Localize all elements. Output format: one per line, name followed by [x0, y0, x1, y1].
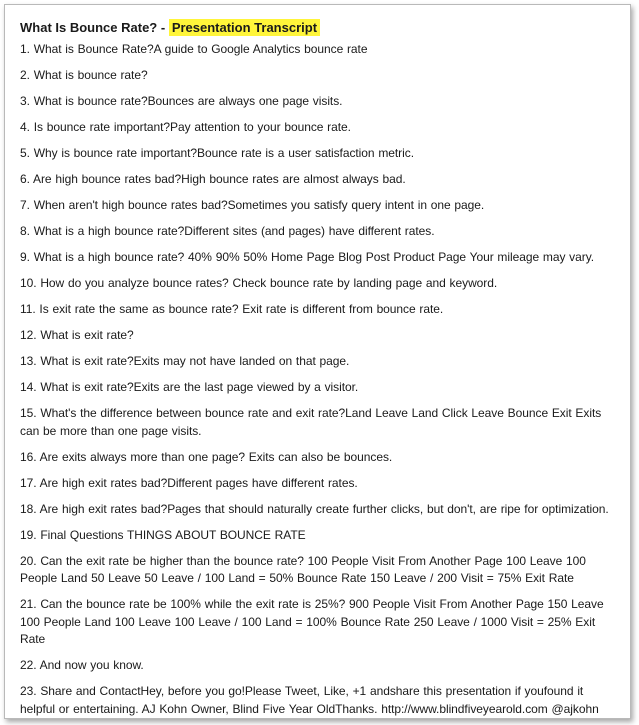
transcript-item: 2. What is bounce rate?	[20, 68, 148, 82]
transcript-item: 11. Is exit rate the same as bounce rate? Exit rate is different from bounce rate.	[20, 302, 444, 316]
transcript-item: 23. Share and ContactHey, before you go!Please Tweet, Like, +1 andshare this presentation if youfound it helpful or entertaining. AJ Kohn Owner, Blind Five Year OldThanks. http://www.blindfiveyearold.com @ajkohn	[20, 684, 599, 716]
transcript-item: 4. Is bounce rate important?Pay attention to your bounce rate.	[20, 120, 351, 134]
transcript-heading	[20, 19, 620, 36]
transcript-item: 7. When aren't high bounce rates bad?Sometimes you satisfy query intent in one page.	[20, 198, 485, 212]
transcript-list	[20, 41, 620, 718]
transcript-item: 12. What is exit rate?	[20, 328, 134, 342]
transcript-content	[5, 5, 630, 718]
transcript-item: 20. Can the exit rate be higher than the bounce rate? 100 People Visit From Another Page 100 Leave 100 People Land 50 Leave 50 Leave / 100 Land = 50% Bounce Rate 150 Leave / 200 Visit = 75% Exit Rate	[20, 553, 586, 585]
title-highlight: Presentation Transcript	[169, 19, 320, 36]
transcript-item: 16. Are exits always more than one page? Exits can also be bounces.	[20, 449, 393, 464]
transcript-item: 8. What is a high bounce rate?Different sites (and pages) have different rates.	[20, 224, 435, 238]
transcript-item: 3. What is bounce rate?Bounces are always one page visits.	[20, 94, 343, 108]
transcript-item: 14. What is exit rate?Exits are the last page viewed by a visitor.	[20, 380, 359, 394]
page-title: What Is Bounce Rate? -	[20, 20, 166, 35]
transcript-item: 1. What is Bounce Rate?A guide to Google Analytics bounce rate	[20, 42, 368, 56]
transcript-item: 22. And now you know.	[20, 658, 144, 672]
transcript-item: 6. Are high bounce rates bad?High bounce rates are almost always bad.	[20, 172, 406, 186]
transcript-item: 15. What's the difference between bounce rate and exit rate?Land Leave Land Click Leave Bounce Exit Exits can be more than one page visits.	[20, 406, 602, 438]
transcript-item: 5. Why is bounce rate important?Bounce rate is a user satisfaction metric.	[20, 146, 414, 160]
transcript-item: 21. Can the bounce rate be 100% while the exit rate is 25%? 900 People Visit From Another Page 150 Leave 100 People Land 100 Leave 100 Leave / 100 Land = 100% Bounce Rate 250 Leave / 1000 Visit = 25% Exit Rate	[20, 597, 604, 646]
transcript-item: 18. Are high exit rates bad?Pages that should naturally create further clicks, but don't, are ripe for optimization.	[20, 501, 609, 516]
transcript-item: 10. How do you analyze bounce rates? Check bounce rate by landing page and keyword.	[20, 276, 498, 290]
transcript-item: 9. What is a high bounce rate? 40% 90% 50% Home Page Blog Post Product Page Your mileage may vary.	[20, 250, 595, 264]
transcript-item: 19. Final Questions THINGS ABOUT BOUNCE RATE	[20, 527, 306, 542]
transcript-card	[4, 4, 631, 719]
transcript-item: 17. Are high exit rates bad?Different pages have different rates.	[20, 475, 358, 490]
transcript-item: 13. What is exit rate?Exits may not have landed on that page.	[20, 354, 350, 368]
